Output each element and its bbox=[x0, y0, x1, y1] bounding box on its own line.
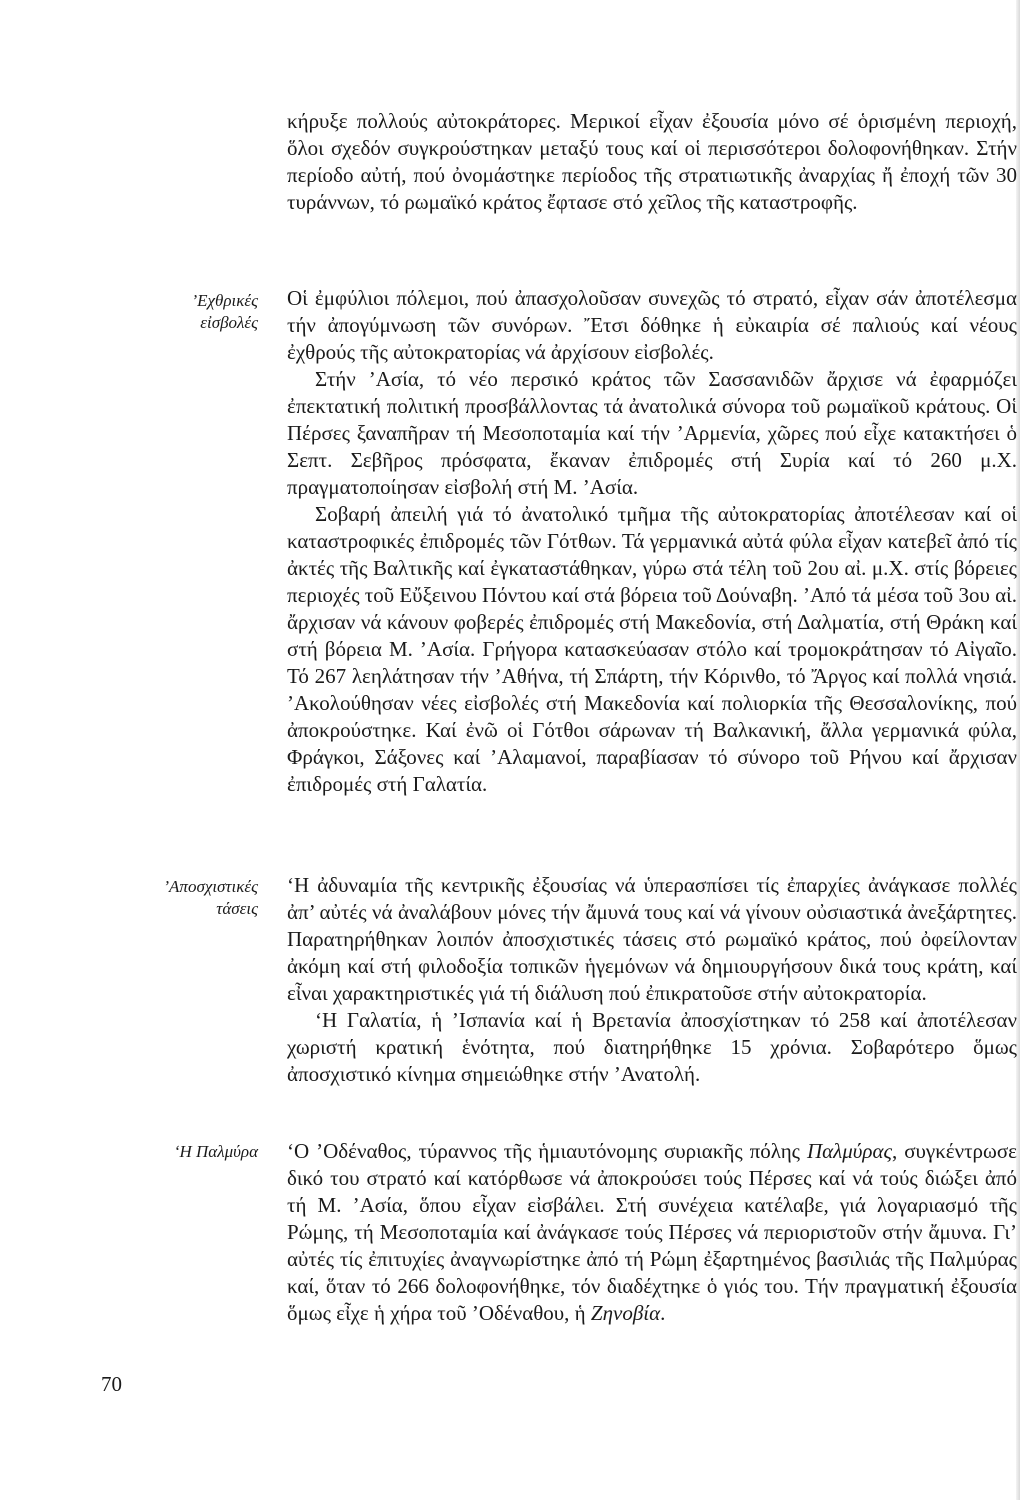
text-block-secession bbox=[287, 872, 1017, 1088]
paragraph-invasions-3: Σοβαρή ἀπειλή γιά τό ἀνατολικό τμῆμα τῆς αὐτοκρατορίας ἀποτέλεσαν καί οἱ καταστροφικές ἐπιδρομές τῶν Γότθων. Τά γερμανικά αὐτά φύλα εἶχαν κατεβεῖ ἀπό τίς ἀκτές τῆς Βαλτικῆς καί ἐγκαταστάθηκαν, γύρω στά τέλη τοῦ 2ου αἰ. μ.Χ. στίς βόρειες περιοχές τοῦ Εὔξεινου Πόντου καί στά βόρεια τοῦ Δούναβη. ’Από τά μέσα τοῦ 3ου αἰ. ἄρχισαν νά κάνουν φοβερές ἐπιδρομές στή Μακεδονία, στή Δαλματία, στή Θράκη καί στή βόρεια Μ. ’Ασία. Γρήγορα κατασκεύασαν στόλο καί τρομοκράτησαν τό Αἰγαῖο. Τό 267 λεηλάτησαν τήν ’Αθήνα, τή Σπάρτη, τήν Κόρινθο, τό Ἄργος καί πολλά νησιά. ’Ακολούθησαν νέες εἰσβολές στή Μακεδονία καί πολιορκία τῆς Θεσσαλονίκης, πού ἀποκρούστηκε. Καί ἐνῶ οἱ Γότθοι σάρωναν τή Βαλκανική, ἄλλα γερμανικά φύλα, Φράγκοι, Σάξονες καί ’Αλαμανοί, παραβίασαν τό σύνορο τοῦ Ρήνου καί ἄρχισαν ἐπιδρομές στή Γαλατία. bbox=[287, 502, 1017, 796]
margin-note-line: τάσεις bbox=[216, 899, 258, 918]
text-block-palmyra bbox=[287, 1138, 1017, 1327]
margin-note-secession bbox=[110, 876, 258, 920]
palmyra-text-end: . bbox=[660, 1301, 666, 1325]
text-block-intro bbox=[287, 108, 1017, 216]
paragraph-palmyra bbox=[287, 1138, 1017, 1327]
paragraph-invasions-1: Οἱ ἐμφύλιοι πόλεμοι, πού ἀπασχολοῦσαν συνεχῶς τό στρατό, εἶχαν σάν ἀποτέλεσμα τήν ἀπογύμνωση τῶν συνόρων. Ἔτσι δόθηκε ἡ εὐκαιρία σέ παλιούς καί νέους ἐχθρούς τῆς αὐτοκρατορίας νά ἀρχίσουν εἰσβολές. bbox=[287, 286, 1017, 364]
paragraph-intro: κήρυξε πολλούς αὐτοκράτορες. Μερικοί εἶχαν ἐξουσία μόνο σέ ὁρισμένη περιοχή, ὅλοι σχεδόν συγκρούστηκαν μεταξύ τους καί οἱ περισσότεροι δολοφονήθηκαν. Στήν περίοδο αὐτή, πού ὀνομάστηκε περίοδος τῆς στρατιωτικῆς ἀναρχίας ἤ ἐποχή τῶν 30 τυράννων, τό ρωμαϊκό κράτος ἔφτασε στό χεῖλος τῆς καταστροφῆς. bbox=[287, 109, 1017, 214]
paragraph-secession-1: ‘Η ἀδυναμία τῆς κεντρικῆς ἐξουσίας νά ὑπερασπίσει τίς ἐπαρχίες ἀνάγκασε πολλές ἀπ’ αὐτές νά ἀναλάβουν μόνες τήν ἄμυνά τους καί νά γίνουν οὐσιαστικά ἀνεξάρτητες. Παρατηρήθηκαν λοιπόν ἀποσχιστικές τάσεις στό ρωμαϊκό κράτος, πού ὀφείλονταν ἀκόμη καί στή φιλοδοξία τοπικῶν ἡγεμόνων νά δημιουργήσουν δικά τους κράτη, καί εἶναι χαρακτηριστικές γιά τή διάλυση πού ἐπικρατοῦσε στήν αὐτοκρατορία. bbox=[287, 873, 1017, 1005]
paragraph-invasions-2: Στήν ’Ασία, τό νέο περσικό κράτος τῶν Σασσανιδῶν ἄρχισε νά ἐφαρμόζει ἐπεκτατική πολιτική προσβάλλοντας τά ἀνατολικά σύνορα τοῦ ρωμαϊκοῦ κράτους. Οἱ Πέρσες ξαναπῆραν τή Μεσοποταμία καί τήν ’Αρμενία, χῶρες πού εἶχε κατακτήσει ὁ Σεπτ. Σεβῆρος πρόσφατα, ἔκαναν ἐπιδρομές στή Συρία καί τό 260 μ.Χ. πραγματοποίησαν εἰσβολή στή Μ. ’Ασία. bbox=[287, 367, 1017, 499]
paragraph-secession-2: ‘Η Γαλατία, ἡ ’Ισπανία καί ἡ Βρετανία ἀποσχίστηκαν τό 258 καί ἀποτέλεσαν χωριστή κρατική ἑνότητα, πού διατηρήθηκε 15 χρόνια. Σοβαρότερο ὅμως ἀποσχιστικό κίνημα σημειώθηκε στήν ’Ανατολή. bbox=[287, 1008, 1017, 1086]
margin-note-line: ’Εχθρικές bbox=[191, 291, 258, 310]
margin-note-invasions bbox=[110, 290, 258, 334]
text-block-invasions bbox=[287, 285, 1017, 798]
palmyra-text-mid: , συγκέντρωσε δικό του στρατό καί κατόρθωσε νά ἀποκρούσει τούς Πέρσες καί νά τούς διώξει ἀπό τή Μ. ’Ασία, ὅπου εἶχαν εἰσβάλει. Στή συνέχεια κατέλαβε, γιά λογαριασμό τῆς Ρώμης, τή Μεσοποταμία καί ἀνάγκασε τούς Πέρσες νά περιοριστοῦν στήν ἄμυνα. Γι’ αὐτές τίς ἐπιτυχίες ἀναγνωρίστηκε ἀπό τή Ρώμη ἐξαρτημένος βασιλιάς τῆς Παλμύρας καί, ὅταν τό 266 δολοφονήθηκε, τόν διαδέχτηκε ὁ γιός του. Τήν πραγματική ἐξουσία ὅμως εἶχε ἡ χήρα τοῦ ’Οδέναθου, ἡ bbox=[287, 1139, 1017, 1325]
margin-note-palmyra bbox=[110, 1141, 258, 1163]
page-number: 70 bbox=[101, 1372, 122, 1396]
palmyra-text-lead: ‘Ο ’Οδέναθος, τύραννος τῆς ἡμιαυτόνομης συριακῆς πόλης bbox=[287, 1139, 807, 1163]
palmyra-city-name: Παλμύρας bbox=[806, 1139, 893, 1163]
margin-note-line: ‘Η Παλμύρα bbox=[173, 1142, 258, 1161]
zenobia-name: Ζηνοβία bbox=[590, 1301, 661, 1325]
margin-note-line: εἰσβολές bbox=[200, 313, 258, 332]
margin-note-line: ’Αποσχιστικές bbox=[163, 877, 258, 896]
